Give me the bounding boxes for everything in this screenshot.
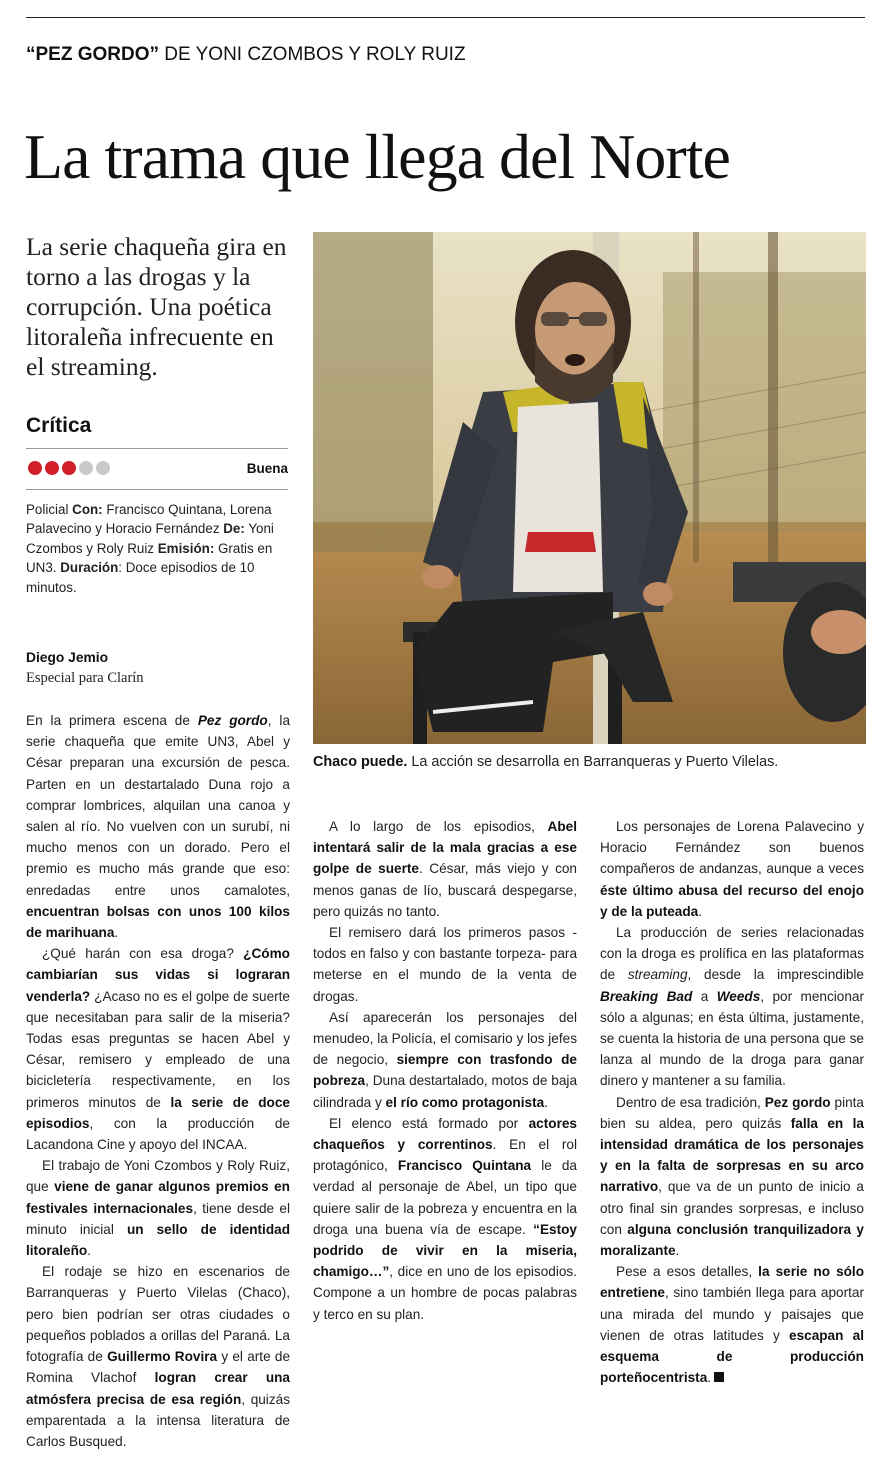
text-run: , la serie chaqueña que emite UN3, Abel y César preparan una excursión de pesca. Parten en un destartalado Duna rojo a comprar lombrices, alquilan una canoa y salen al río. No vuelven con un surubí, ni mucho menos con un dorado. Pero el premio es mucho más grande que eso: enredadas entre unos camalotes, [26,713,290,898]
text-run: , quizás emparentada a la intensa literatura de Carlos Busqued. [26,1391,290,1449]
highlight: actores chaqueños y correntinos [313,1115,577,1153]
text-run: La producción de series relacionadas con la droga es prolífica en las plataformas de [600,925,864,983]
text-run: . [675,1243,680,1259]
text-run: , que va de un punto de inicio a otro final sin grandes sorpresas, e incluso con [600,1179,864,1237]
text-run: y el arte de Romina Vlachof [26,1349,290,1386]
genre: Policial [26,502,69,517]
highlight: viene de ganar algunos premios en festivales internacionales [26,1179,290,1216]
text-run: le da verdad al personaje de Abel, un tipo que quiere salir de la pobreza y encuentra en la droga una buena vía de escape. [313,1158,577,1237]
text-run: El rodaje se hizo en escenarios de Barranqueras y Puerto Vilelas (Chaco), pero bien podrían ser otras ciudades o pequeños poblados a orillas del Paraná. La fotografía de [26,1264,290,1365]
text-run: Pese a esos detalles, [616,1264,759,1280]
byline-role: Especial para Clarín [26,670,144,686]
text-run: , sino también llega para aportar una mirada del mundo y paisajes que vienen de otras latitudes y [600,1285,864,1343]
highlight: la serie de doce episodios [26,1094,290,1131]
text-run: El elenco está formado por [329,1115,529,1131]
text-run: pinta bien su aldea, pero quizás [600,1094,864,1131]
paragraph-7 [313,1007,577,1113]
text-run: Así aparecerán los personajes del menudeo, la Policía, el comisario y los jefes de negocio, [313,1009,577,1068]
article-column-1 [26,710,290,1452]
text-run: , dice en uno de los episodios. Compone a un hombre de pocas palabras y terco en su plan. [313,1264,577,1322]
text-run: . César, más viejo y con menos ganas de lío, buscará despegarse, pero quizás no tanto. [313,861,577,919]
highlight: falla en la intensidad dramática de los personajes y en la falta de sorpresas en su arco narrativo [600,1115,864,1195]
highlight: Guillermo Rovira [107,1349,218,1365]
highlight: Abel intentará salir de la mala gracias a ese golpe de suerte [313,819,577,877]
rating-dot-filled [28,461,42,475]
paragraph-9 [600,816,864,922]
paragraph-1 [26,710,290,943]
paragraph-8 [313,1113,577,1325]
director: Yoni Czombos y Roly Ruiz [26,521,274,556]
paragraph-2 [26,943,290,1155]
text-run: . [114,925,119,941]
cast-label: Con: [72,502,103,517]
text-run: , tiene desde el minuto inicial [26,1200,291,1237]
paragraph-6 [313,922,577,1007]
highlight: siempre con trasfondo de pobreza [313,1052,577,1089]
highlight: el río como protagonista [385,1094,545,1110]
deck: La serie chaqueña gira en torno a las drogas y la corrupción. Una poética litoraleña infrecuente en el streaming. [26,232,287,381]
paragraph-4-start [26,1261,290,1452]
rating-row [26,448,288,490]
text-run: Dentro de esa tradición, [616,1094,765,1110]
rating-dots [28,461,113,477]
paragraph-5 [313,816,577,922]
photo-illustration [313,232,866,744]
paragraph-10 [600,922,864,1092]
article-photo [313,232,866,744]
text-run: El remisero dará los primeros pasos -todos en falso y con bastante torpeza- para meterse en el mundo de la venta de drogas. [313,925,577,1004]
rating-dot-empty [79,461,93,475]
highlight: éste último abusa del recurso del enojo y de la puteada [600,882,864,919]
paragraph-3 [26,1155,290,1261]
highlight: Francisco Quintana [397,1158,532,1174]
text-run: a [692,988,717,1004]
text-run: . [544,1094,548,1110]
byline-name: Diego Jemio [26,650,109,665]
title-ref: Weeds [716,988,761,1004]
text-run: . [707,1370,712,1386]
review-section-label: Crítica [26,414,92,437]
highlight: escapan al esquema de producción porteñocentrista [600,1327,864,1386]
rating-dot-filled [62,461,76,475]
article-column-2 [313,816,577,1325]
photo-caption [313,752,866,772]
headline: La trama que llega del Norte [24,120,730,192]
rating-verdict: Buena [246,461,288,476]
title-ref: Breaking Bad [600,988,693,1004]
kicker-title: “PEZ GORDO” [26,44,160,65]
paragraph-12 [600,1261,864,1388]
duration-label: Duración [60,560,119,576]
highlight: la serie no sólo entretiene [600,1264,865,1301]
kicker-authors: DE YONI CZOMBOS Y ROLY RUIZ [159,44,466,65]
text-run: ¿Acaso no es el golpe de suerte que necesitaban para salir de la miseria? Todas esas preguntas se hacen Abel y César, remisero y empleado de una bicicletería respectivamente, en los primeros minutos de [26,988,290,1110]
text-run: . [87,1243,91,1259]
rating-dot-filled [45,461,59,475]
quote: “Estoy podrido de vivir en la miseria, chamigo…” [313,1221,577,1280]
title-ref: Pez gordo [197,713,268,728]
rating-dot-empty [96,461,110,475]
text-run: , desde la imprescindible [687,967,864,983]
cast: Francisco Quintana, Lorena Palavecino y Horacio Fernández [26,502,272,537]
text-run: . [698,903,702,919]
fact-box [26,500,288,597]
text-run: ¿Qué harán con esa droga? [42,946,244,962]
broadcast-label: Emisión: [157,540,215,556]
duration: : Doce episodios de 10 minutos. [26,560,255,595]
text-run: . En el rol protagónico, [313,1137,577,1174]
highlight: logran crear una atmósfera precisa de esa región [26,1370,290,1407]
caption-lead: Chaco puede. [313,754,408,770]
text-run: El trabajo de Yoni Czombos y Roly Ruiz, que [26,1158,290,1195]
text-run: , Duna destartalado, motos de baja cilindrada y [313,1073,577,1110]
highlight: ¿Cómo cambiarían sus vidas si lograran venderla? [26,946,290,1004]
text-run: , con la producción de Lacandona Cine y apoyo del INCAA. [26,1115,290,1153]
paragraph-11 [600,1092,864,1262]
highlight: un sello de identidad litoraleño [26,1221,290,1259]
italic-term: streaming [627,967,688,983]
kicker [26,44,466,66]
broadcast: Gratis en UN3. [26,540,273,576]
top-rule [26,17,865,18]
article-column-3 [600,816,864,1388]
highlight: alguna conclusión tranquilizadora y moralizante [600,1221,864,1259]
end-mark-icon [714,1372,724,1382]
caption-text: La acción se desarrolla en Barranqueras y Puerto Vilelas. [407,754,779,770]
text-run: Los personajes de Lorena Palavecino y Horacio Fernández son buenos compañeros de andanzas, aunque a veces [600,819,864,877]
text-run: A lo largo de los episodios, [329,819,548,834]
text-run: En la primera escena de [26,713,198,728]
highlight: Pez gordo [764,1094,831,1110]
text-run: , por mencionar sólo a algunas; en ésta última, justamente, se cuenta la historia de una persona que se lanza al mundo de la droga para ganar dinero y mantener a su familia. [600,988,864,1089]
highlight: encuentran bolsas con unos 100 kilos de marihuana [26,903,290,941]
director-label: De: [223,521,245,537]
